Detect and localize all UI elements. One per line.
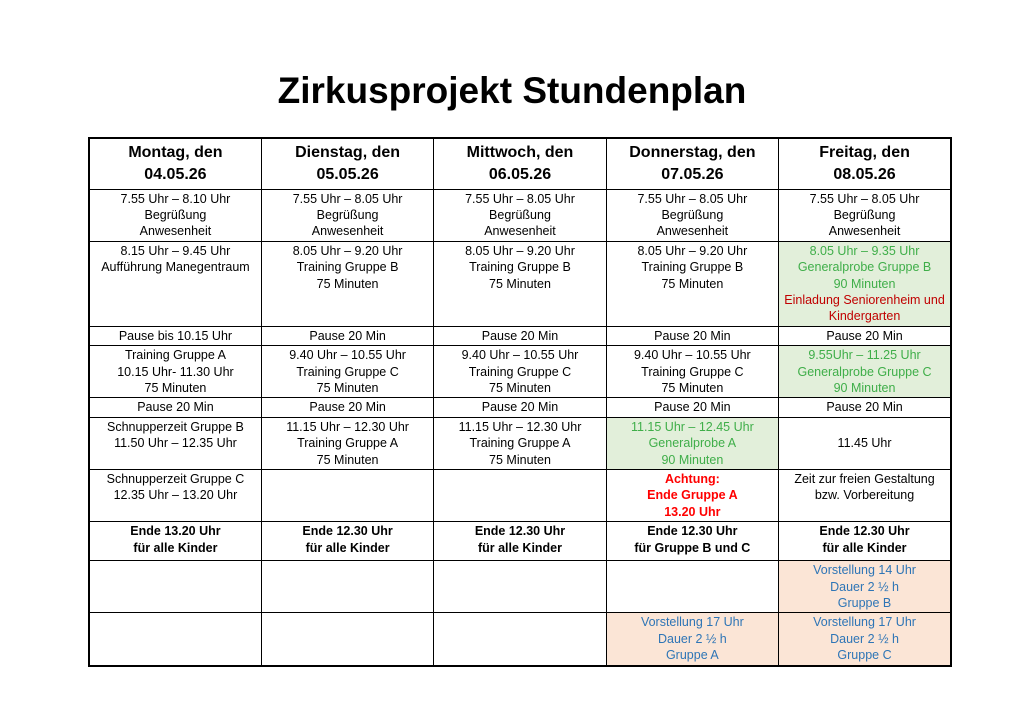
cell-line: 7.55 Uhr – 8.05 Uhr	[292, 191, 403, 206]
schedule	[88, 137, 952, 667]
cell-line: 9.55Uhr – 11.25 Uhr	[808, 348, 921, 363]
cell-line: Anwesenheit	[484, 224, 556, 239]
cell-line: Pause 20 Min	[654, 400, 731, 415]
cell-line: Schnupperzeit Gruppe B	[107, 419, 244, 434]
cell-morning-block-thursday	[606, 241, 778, 326]
cell-line: Vorstellung 17 Uhr	[813, 615, 916, 630]
cell-line: Donnerstag, den	[629, 143, 756, 161]
cell-line: 06.05.26	[488, 165, 552, 183]
cell-line: Dauer 2 ½ h	[657, 631, 727, 646]
schedule-body	[89, 189, 951, 666]
cell-line: Training Gruppe B	[469, 260, 571, 275]
cell-line: für alle Kinder	[305, 540, 390, 555]
cell-line: Ende 13.20 Uhr	[130, 524, 221, 539]
cell-early-afternoon-block-wednesday	[434, 470, 606, 522]
cell-end-of-day-wednesday	[434, 522, 606, 561]
cell-line: 90 Minuten	[833, 380, 896, 395]
row-break-1	[89, 326, 951, 345]
cell-morning-block-monday	[89, 241, 261, 326]
cell-line: 9.40 Uhr – 10.55 Uhr	[633, 348, 751, 363]
cell-line: 10.15 Uhr- 11.30 Uhr	[117, 364, 234, 379]
cell-line: 8.15 Uhr – 9.45 Uhr	[120, 243, 231, 258]
cell-line: Training Gruppe C	[296, 364, 399, 379]
header-row	[89, 138, 951, 189]
cell-line: 7.55 Uhr – 8.05 Uhr	[465, 191, 575, 206]
cell-break-2-friday	[779, 398, 951, 417]
cell-line: Training Gruppe A	[469, 436, 571, 451]
cell-show-14-monday	[89, 561, 261, 613]
cell-line: Training Gruppe C	[468, 364, 572, 379]
row-end-of-day	[89, 522, 951, 561]
cell-line: 8.05 Uhr – 9.35 Uhr	[809, 243, 920, 258]
cell-line: Training Gruppe B	[296, 260, 399, 275]
cell-line: Training Gruppe A	[124, 348, 226, 363]
cell-line: Begrüßung	[661, 207, 724, 222]
cell-greeting-friday	[779, 189, 951, 241]
schedule-header	[89, 138, 951, 189]
cell-break-2-monday	[89, 398, 261, 417]
cell-line: 07.05.26	[661, 165, 724, 183]
cell-line: Gruppe B	[837, 596, 892, 611]
cell-line: Zeit zur freien Gestaltung	[794, 472, 935, 486]
cell-break-2-wednesday	[434, 398, 606, 417]
cell-line: 7.55 Uhr – 8.05 Uhr	[809, 191, 920, 206]
cell-header-tuesday	[261, 138, 433, 189]
cell-line: 12.35 Uhr – 13.20 Uhr	[113, 488, 238, 503]
cell-break-1-monday	[89, 326, 261, 345]
cell-line: 11.15 Uhr – 12.30 Uhr	[458, 419, 582, 434]
cell-line: Pause 20 Min	[654, 328, 731, 343]
cell-line: 75 Minuten	[489, 380, 551, 395]
cell-line: Ende Gruppe A	[647, 488, 738, 503]
cell-header-monday	[89, 138, 261, 189]
cell-line: Schnupperzeit Gruppe C	[106, 472, 245, 486]
cell-show-17-wednesday	[434, 613, 606, 666]
cell-line: Training Gruppe A	[297, 436, 399, 451]
cell-line: Generalprobe Gruppe B	[797, 260, 932, 275]
cell-line: Generalprobe A	[648, 436, 737, 451]
cell-midmorning-block-tuesday	[261, 346, 433, 398]
cell-break-1-tuesday	[261, 326, 433, 345]
row-greeting	[89, 189, 951, 241]
cell-line: Begrüßung	[144, 207, 207, 222]
cell-greeting-tuesday	[261, 189, 433, 241]
cell-line: Pause 20 Min	[137, 400, 214, 415]
row-early-afternoon-block	[89, 470, 951, 522]
cell-line: Pause 20 Min	[481, 328, 559, 343]
cell-line: 05.05.26	[316, 165, 379, 183]
cell-early-afternoon-block-thursday	[606, 470, 778, 522]
cell-header-wednesday	[434, 138, 606, 189]
cell-break-1-thursday	[606, 326, 778, 345]
cell-midday-block-monday	[89, 417, 261, 469]
cell-line: Ende 12.30 Uhr	[647, 524, 738, 539]
cell-line: Begrüßung	[833, 207, 896, 222]
cell-end-of-day-monday	[89, 522, 261, 561]
cell-line: für Gruppe B und C	[634, 540, 751, 555]
cell-line: Ende 12.30 Uhr	[819, 524, 910, 539]
cell-header-friday	[779, 138, 951, 189]
cell-greeting-wednesday	[434, 189, 606, 241]
cell-line: Dauer 2 ½ h	[830, 631, 899, 646]
cell-line: 75 Minuten	[489, 452, 551, 467]
cell-line: Mittwoch, den	[466, 143, 574, 161]
cell-show-14-wednesday	[434, 561, 606, 613]
cell-midmorning-block-friday	[779, 346, 951, 398]
cell-line: Pause 20 Min	[826, 328, 903, 343]
row-show-14	[89, 561, 951, 613]
cell-line: 75 Minuten	[144, 380, 207, 395]
cell-break-2-tuesday	[261, 398, 433, 417]
cell-line: Montag, den	[128, 143, 223, 161]
row-midday-block	[89, 417, 951, 469]
cell-midday-block-tuesday	[261, 417, 433, 469]
cell-show-17-friday	[779, 613, 951, 666]
cell-line: Anwesenheit	[828, 224, 901, 239]
cell-line: Dauer 2 ½ h	[830, 579, 899, 594]
cell-line: 75 Minuten	[316, 452, 379, 467]
cell-line: Aufführung Manegentraum	[101, 260, 250, 275]
cell-midday-block-thursday	[606, 417, 778, 469]
cell-show-17-monday	[89, 613, 261, 666]
row-break-2	[89, 398, 951, 417]
cell-midday-block-friday	[779, 417, 951, 469]
cell-break-1-friday	[779, 326, 951, 345]
cell-line: 90 Minuten	[661, 452, 724, 467]
cell-end-of-day-tuesday	[261, 522, 433, 561]
cell-greeting-monday	[89, 189, 261, 241]
schedule-table	[88, 137, 952, 667]
cell-morning-block-wednesday	[434, 241, 606, 326]
cell-show-17-tuesday	[261, 613, 433, 666]
cell-line: 7.55 Uhr – 8.05 Uhr	[637, 191, 748, 206]
cell-line: 11.50 Uhr – 12.35 Uhr	[114, 436, 237, 451]
cell-line: Kindergarten	[828, 309, 901, 324]
cell-line: 75 Minuten	[489, 276, 551, 291]
cell-header-thursday	[606, 138, 778, 189]
cell-line: 11.45 Uhr	[837, 436, 892, 451]
cell-line: 9.40 Uhr – 10.55 Uhr	[461, 348, 579, 363]
cell-line: 75 Minuten	[316, 276, 379, 291]
cell-line: 8.05 Uhr – 9.20 Uhr	[465, 243, 575, 258]
cell-show-14-friday	[779, 561, 951, 613]
cell-midmorning-block-wednesday	[434, 346, 606, 398]
cell-morning-block-friday	[779, 241, 951, 326]
page-title: Zirkusprojekt Stundenplan	[277, 70, 747, 111]
cell-line: Dienstag, den	[295, 143, 401, 161]
cell-show-17-thursday	[606, 613, 778, 666]
cell-early-afternoon-block-tuesday	[261, 470, 433, 522]
cell-midday-block-wednesday	[434, 417, 606, 469]
cell-line: Pause 20 Min	[309, 400, 386, 415]
cell-line: Vorstellung 17 Uhr	[640, 615, 744, 630]
cell-line: Generalprobe Gruppe C	[797, 364, 932, 379]
cell-line: Anwesenheit	[139, 224, 212, 239]
cell-line: 08.05.26	[833, 165, 896, 183]
cell-line: für alle Kinder	[133, 540, 218, 555]
cell-line: für alle Kinder	[822, 540, 907, 555]
cell-line: Pause 20 Min	[481, 400, 559, 415]
cell-midmorning-block-monday	[89, 346, 261, 398]
cell-line: Vorstellung 14 Uhr	[813, 563, 916, 578]
cell-end-of-day-friday	[779, 522, 951, 561]
cell-greeting-thursday	[606, 189, 778, 241]
cell-line: Begrüßung	[489, 207, 551, 222]
cell-line: Einladung Seniorenheim und	[784, 292, 945, 307]
cell-line: Ende 12.30 Uhr	[474, 524, 566, 539]
cell-show-14-thursday	[606, 561, 778, 613]
cell-midmorning-block-thursday	[606, 346, 778, 398]
cell-early-afternoon-block-friday	[779, 470, 951, 522]
cell-show-14-tuesday	[261, 561, 433, 613]
cell-line: 04.05.26	[144, 165, 207, 183]
cell-line: 13.20 Uhr	[664, 504, 721, 519]
row-morning-block	[89, 241, 951, 326]
cell-end-of-day-thursday	[606, 522, 778, 561]
cell-line: 7.55 Uhr – 8.10 Uhr	[120, 191, 231, 206]
row-show-17	[89, 613, 951, 666]
cell-line: Training Gruppe B	[641, 260, 744, 275]
cell-line: 75 Minuten	[316, 380, 379, 395]
cell-line: bzw. Vorbereitung	[814, 488, 915, 503]
cell-line: 8.05 Uhr – 9.20 Uhr	[292, 243, 403, 258]
cell-line: 9.40 Uhr – 10.55 Uhr	[289, 348, 406, 363]
cell-line: 90 Minuten	[833, 276, 896, 291]
cell-early-afternoon-block-monday	[89, 470, 261, 522]
cell-break-2-thursday	[606, 398, 778, 417]
cell-line: Anwesenheit	[311, 224, 384, 239]
cell-line: Pause 20 Min	[826, 400, 903, 415]
cell-line: Anwesenheit	[656, 224, 729, 239]
cell-line: für alle Kinder	[477, 540, 562, 555]
cell-line: 11.15 Uhr – 12.45 Uhr	[630, 419, 754, 434]
cell-line: Training Gruppe C	[641, 364, 744, 379]
cell-line: 75 Minuten	[661, 380, 724, 395]
cell-line: 8.05 Uhr – 9.20 Uhr	[637, 243, 748, 258]
cell-line: Freitag, den	[819, 143, 910, 161]
cell-break-1-wednesday	[434, 326, 606, 345]
cell-line: Pause 20 Min	[309, 328, 386, 343]
cell-line: Pause bis 10.15 Uhr	[118, 328, 233, 343]
cell-line: Ende 12.30 Uhr	[302, 524, 393, 539]
cell-line: Achtung:	[664, 472, 720, 486]
row-midmorning-block	[89, 346, 951, 398]
cell-line: Begrüßung	[316, 207, 379, 222]
cell-line: 11.15 Uhr – 12.30 Uhr	[286, 419, 409, 434]
cell-line: 75 Minuten	[661, 276, 724, 291]
cell-morning-block-tuesday	[261, 241, 433, 326]
cell-line: Gruppe A	[665, 648, 719, 663]
cell-line: Gruppe C	[837, 648, 892, 663]
